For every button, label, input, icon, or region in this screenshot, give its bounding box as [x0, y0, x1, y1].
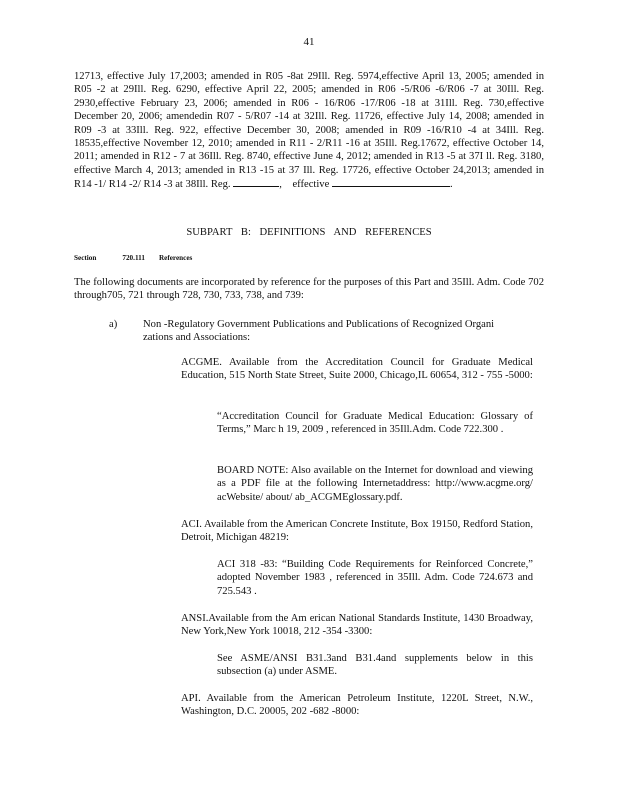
amendment-history-text: 12713, effective July 17,2003; amended in R05 -8at 29Ill. Reg. 5974,effective April 13, 2005; amended in R05 -2 at 29Ill. Reg. 6290, effective April 22, 2005; amended in R06 -5/R06 -6/R06 -7 at 30Ill. Reg. 2930,effective February 23, 2006; amended in R06 - 16/R06 -17/R06 -18 at 31Ill. Reg. 730,effective December 20, 2006; amendedin R07 - 5/R07 -14 at 32Ill. Reg. 11726, effective July 14, 2008; amended in R09 -3 at 33Ill. Reg. 922, effective December 30, 2008; amended in R09 -16/R10 -4 at 34Ill. Reg. 18535,effective November 12, 2010; amended in R11 - 2/R11 -16 at 35Ill. Reg.17672, effective October 14, 2011; amended in R12 - 7 at 36Ill. Reg. 8740, effective June 4, 2012; amended in R13 -5 at 37I ll. Reg. 3180, effective March 4, 2013; amended in R13 -15 at 37 Ill. Reg. 17726, effective October 24,2013; amended in R14 -1/ R14 -2/ R14 -3 at 38Ill. Reg.	[74, 71, 544, 191]
ansi-entry: ANSI.Available from the Am erican National Standards Institute, 1430 Broadway, New York,New York 10018, 212 -354 -3300:	[181, 613, 533, 638]
blank-register-page	[233, 177, 279, 187]
amendment-history	[74, 70, 544, 192]
acgme-entry: ACGME. Available from the Accreditation Council for Graduate Medical Education, 515 North State Street, Suite 2000, Chicago,IL 60654, 312 - 755 -5000:	[181, 357, 533, 382]
page-number: 41	[303, 36, 315, 48]
item-a-label: a)	[109, 319, 118, 330]
aci-318-reference: ACI 318 -83: “Building Code Requirements for Reinforced Concrete,” adopted November 1983 , referenced in 35Ill. Adm. Code 724.673 and 725.543 .	[217, 559, 533, 597]
api-entry: API. Available from the American Petroleum Institute, 1220L Street, N.W., Washington, D.C. 20005, 202 -682 -8000:	[181, 693, 533, 718]
blank-effective-date	[332, 177, 450, 187]
ansi-see-asme-note: See ASME/ANSI B31.3and B31.4and supplements below in this subsection (a) under ASME.	[217, 653, 533, 678]
acgme-board-note: BOARD NOTE: Also available on the Internet for download and viewing as a PDF file at the following Internetaddress: http://www.acgme.org/ acWebsite/ about/ ab_ACGMEglossary.pdf.	[217, 465, 533, 503]
history-comma: ,	[279, 179, 282, 191]
item-a-text: Non -Regulatory Government Publications and Publications of Recognized Organi zations and Associations:	[143, 319, 495, 344]
section-title: References	[158, 254, 193, 262]
history-period: .	[449, 179, 453, 191]
section-number: 720.111	[122, 254, 145, 262]
aci-entry: ACI. Available from the American Concrete Institute, Box 19150, Redford Station, Detroit, Michigan 48219:	[181, 519, 533, 544]
acgme-glossary-reference: “Accreditation Council for Graduate Medical Education: Glossary of Terms,” Marc h 19, 2009 , referenced in 35Ill.Adm. Code 722.300 .	[217, 411, 533, 436]
section-heading	[74, 252, 192, 265]
history-effective-label: effective	[292, 179, 330, 191]
subpart-heading: SUBPART B: DEFINITIONS AND REFERENCES	[186, 227, 432, 238]
section-label: Section	[74, 254, 97, 262]
intro-paragraph: The following documents are incorporated by reference for the purposes of this Part and 35Ill. Adm. Code 702 through705, 721 through 728, 730, 733, 738, and 739:	[74, 277, 544, 302]
